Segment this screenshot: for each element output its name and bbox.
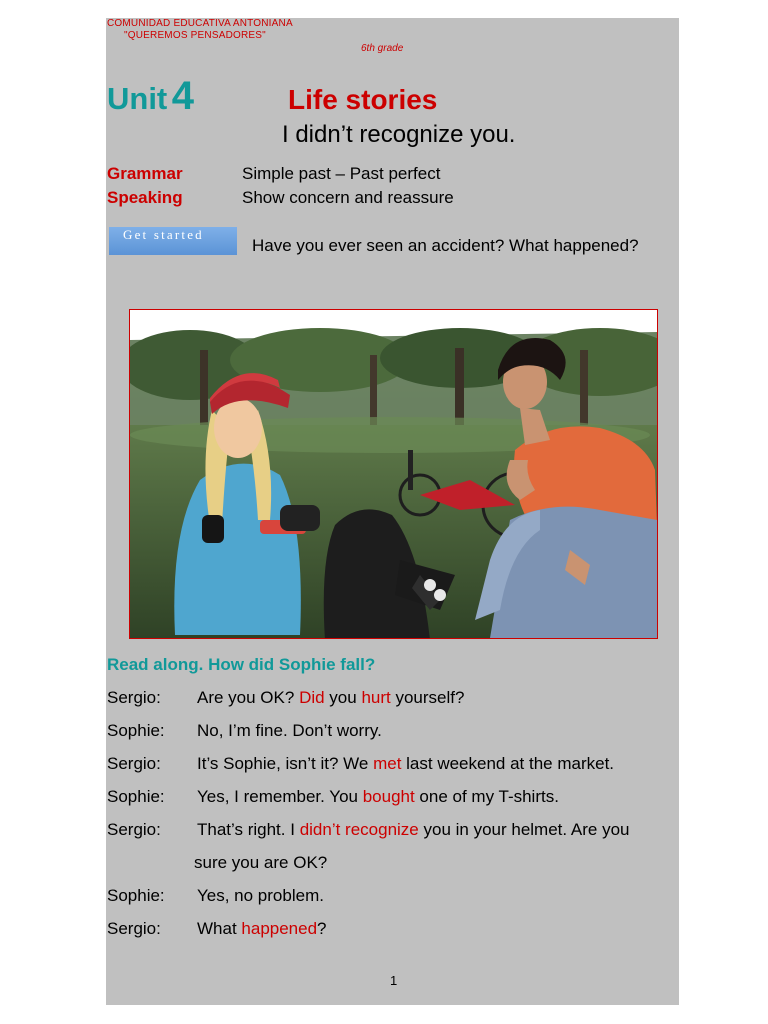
dialogue-text: one of my T-shirts.	[414, 787, 559, 806]
school-name: COMUNIDAD EDUCATIVA ANTONIANA	[107, 18, 293, 29]
speaking-label: Speaking	[107, 188, 183, 207]
dialogue-text: What	[197, 919, 242, 938]
dialogue-line	[197, 688, 464, 708]
highlighted-verb: hurt	[361, 688, 391, 707]
document-page	[106, 18, 679, 1005]
dialogue-line	[197, 919, 327, 939]
dialogue-text: you in your helmet. Are you	[418, 820, 630, 839]
dialogue-speaker: Sergio:	[107, 754, 161, 773]
dialogue-text: No, I’m fine. Don’t worry.	[197, 721, 382, 740]
unit-number: 4	[171, 74, 194, 118]
photo-illustration	[130, 310, 657, 638]
school-motto: "QUEREMOS PENSADORES"	[124, 30, 266, 41]
highlighted-verb: met	[373, 754, 402, 773]
dialogue-speaker: Sophie:	[107, 721, 165, 740]
dialogue-line	[197, 886, 324, 906]
grade-label: 6th grade	[361, 43, 404, 54]
get-started-button[interactable]: Get started	[109, 227, 237, 255]
grammar-label: Grammar	[107, 164, 183, 183]
dialogue-text: It’s Sophie, isn’t it? We	[197, 754, 374, 773]
dialogue-line	[194, 853, 327, 873]
dialogue-text: Yes, no problem.	[197, 886, 324, 905]
dialogue-text: Are you OK?	[197, 688, 300, 707]
highlighted-verb: happened	[241, 919, 318, 938]
highlighted-verb: bought	[362, 787, 415, 806]
dialogue-text: sure you are OK?	[194, 853, 328, 872]
unit-subtitle: I didn’t recognize you.	[282, 121, 516, 148]
dialogue-line	[197, 787, 559, 807]
dialogue-text: That’s right. I	[197, 820, 300, 839]
dialogue-text: ?	[317, 919, 327, 938]
dialogue-line	[197, 754, 614, 774]
unit-title: Life stories	[288, 84, 438, 115]
dialogue-text: last weekend at the market.	[401, 754, 615, 773]
dialogue-speaker: Sophie:	[107, 787, 165, 806]
dialogue-text: Yes, I remember. You	[197, 787, 363, 806]
page-number: 1	[390, 973, 398, 988]
unit-word: Unit	[107, 81, 168, 116]
highlighted-verb: didn’t recognize	[299, 820, 419, 839]
speaking-text: Show concern and reassure	[242, 188, 454, 207]
dialogue-speaker: Sergio:	[107, 919, 161, 938]
dialogue-speaker: Sergio:	[107, 820, 161, 839]
dialogue-line	[197, 820, 630, 840]
get-started-question: Have you ever seen an accident? What happened?	[252, 236, 639, 255]
dialogue-text: you	[324, 688, 362, 707]
unit-heading	[107, 74, 194, 119]
dialogue-speaker: Sergio:	[107, 688, 161, 707]
dialogue-text: yourself?	[390, 688, 465, 707]
grammar-text: Simple past – Past perfect	[242, 164, 441, 183]
photo-two-people-park-bike	[129, 309, 658, 639]
dialogue-line	[197, 721, 382, 741]
reading-heading: Read along. How did Sophie fall?	[107, 655, 376, 674]
highlighted-verb: Did	[299, 688, 325, 707]
dialogue-speaker: Sophie:	[107, 886, 165, 905]
